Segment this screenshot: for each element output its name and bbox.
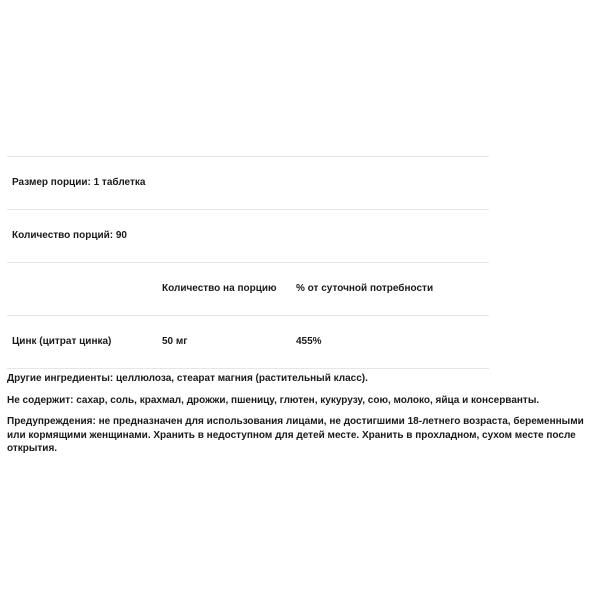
warnings-text: Предупреждения: не предназначен для использования лицами, не достигшими 18-летнего возраста, беременными или кормящими женщинами. Хранить в недоступном для детей месте. Хранить в прохладном, сухом месте после открытия. xyxy=(7,416,584,454)
nutrient-daily-value: 455% xyxy=(296,336,322,347)
nutrient-name: Цинк (цитрат цинка) xyxy=(12,336,112,347)
product-notes xyxy=(7,372,597,464)
table-row xyxy=(7,316,489,369)
nutrient-amount: 50 мг xyxy=(162,336,188,347)
serving-size-label: Размер порции: 1 таблетка xyxy=(12,177,146,188)
servings-count-label: Количество порций: 90 xyxy=(12,230,127,241)
other-ingredients-text: Другие ингредиенты: целлюлоза, стеарат магния (растительный класс). xyxy=(7,373,368,384)
table-header-row xyxy=(7,263,489,316)
supplement-facts-table xyxy=(7,156,489,369)
does-not-contain-text: Не содержит: сахар, соль, крахмал, дрожжи, пшеницу, глютен, кукурузу, сою, молоко, яйца и консерванты. xyxy=(7,394,540,406)
daily-value-header: % от суточной потребности xyxy=(296,283,434,294)
serving-size-row xyxy=(7,156,489,210)
amount-per-serving-header: Количество на порцию xyxy=(162,283,277,294)
servings-count-row xyxy=(7,210,489,263)
